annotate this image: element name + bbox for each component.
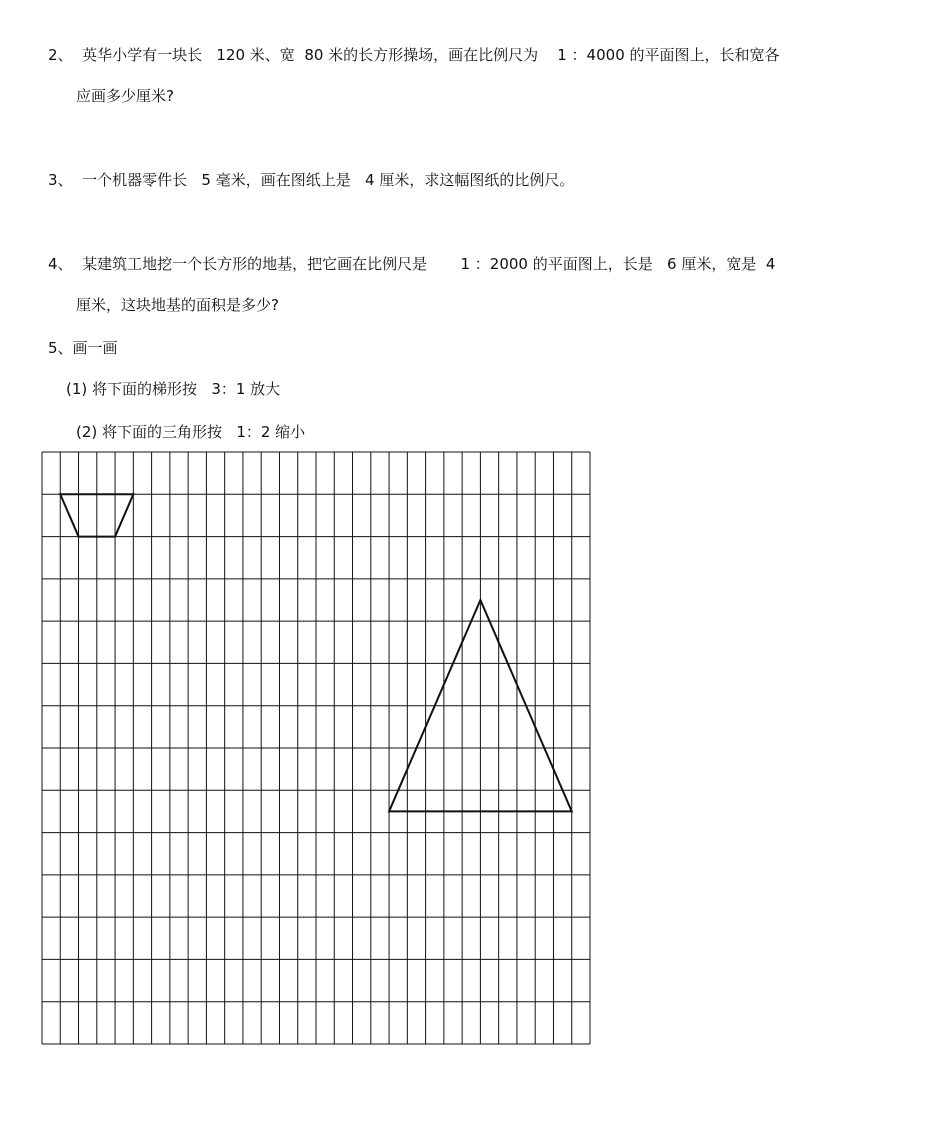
q2-line2: 应画多少厘米? — [76, 87, 174, 105]
q5-title: 5、画一画 — [48, 339, 118, 357]
q4-line1: 4、 某建筑工地挖一个长方形的地基，把它画在比例尺是 1 ：2000 的平面图上，长是 6 厘米，宽是 4 — [48, 255, 776, 273]
q2-line1: 2、 英华小学有一块长 120 米、宽 80 米的长方形操场，画在比例尺为 1 ：4000 的平面图上，长和宽各 — [48, 46, 780, 64]
grid-lines — [42, 452, 590, 1044]
q5-part2: (2) 将下面的三角形按 1：2 缩小 — [76, 423, 306, 441]
q5-part1: (1) 将下面的梯形按 3：1 放大 — [66, 380, 281, 398]
q4-line2: 厘米，这块地基的面积是多少? — [76, 296, 279, 314]
q3-line1: 3、 一个机器零件长 5 毫米，画在图纸上是 4 厘米，求这幅图纸的比例尺。 — [48, 171, 575, 189]
